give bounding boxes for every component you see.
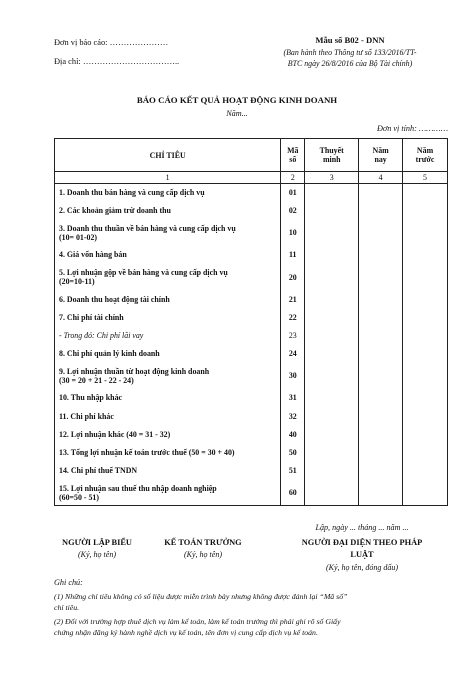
- current-year-cell[interactable]: [359, 246, 403, 264]
- explanation-cell[interactable]: [305, 443, 359, 461]
- previous-year-cell[interactable]: [403, 184, 448, 202]
- indicator-cell: [55, 443, 281, 461]
- indicator-label: 5. Lợi nhuận gộp về bán hàng và cung cấp dịch vụ: [59, 268, 228, 278]
- explanation-cell[interactable]: [305, 345, 359, 363]
- indicator-cell: [55, 290, 281, 308]
- indicator-cell: [55, 462, 281, 480]
- indicator-label: 4. Giá vốn hàng bán: [59, 250, 127, 260]
- explanation-cell[interactable]: [305, 326, 359, 344]
- column-number: 5: [403, 172, 448, 184]
- column-number: 4: [359, 172, 403, 184]
- explanation-cell[interactable]: [305, 202, 359, 220]
- indicator-formula: (10= 01-02): [59, 232, 98, 242]
- code-cell: 31: [281, 389, 305, 407]
- explanation-cell[interactable]: [305, 220, 359, 246]
- legal-representative-sign-note: (Ký, họ tên, đóng dấu): [326, 563, 398, 572]
- code-cell: 30: [281, 363, 305, 389]
- chief-accountant-title: KẾ TOÁN TRƯỞNG: [164, 538, 242, 547]
- explanation-cell[interactable]: [305, 389, 359, 407]
- form-note-line1: (Ban hành theo Thông tư số 133/2016/TT-: [283, 48, 417, 57]
- current-year-cell[interactable]: [359, 326, 403, 344]
- explanation-cell[interactable]: [305, 480, 359, 506]
- indicator-label: 12. Lợi nhuận khác (40 = 31 - 32): [59, 429, 171, 439]
- indicator-cell: [55, 220, 281, 246]
- legal-representative-title-line1: NGƯỜI ĐẠI DIỆN THEO PHÁP: [301, 538, 423, 547]
- indicator-label: 11. Chi phí khác: [59, 411, 114, 421]
- previous-year-header: Năm trước: [403, 139, 448, 172]
- indicator-label: 15. Lợi nhuận sau thuế thu nhập doanh nghiệp: [59, 483, 217, 493]
- current-year-cell[interactable]: [359, 462, 403, 480]
- previous-year-cell[interactable]: [403, 202, 448, 220]
- currency-unit: Đơn vị tính: …………: [376, 124, 448, 133]
- indicator-formula: (20=10-11): [59, 277, 95, 287]
- indicator-formula: (30 = 20 + 21 - 22 - 24): [59, 375, 134, 385]
- column-number: 2: [281, 172, 305, 184]
- current-year-cell[interactable]: [359, 202, 403, 220]
- column-number: 1: [55, 172, 281, 184]
- table-row: [55, 308, 448, 326]
- indicator-cell: [55, 389, 281, 407]
- current-year-cell[interactable]: [359, 480, 403, 506]
- code-cell: 60: [281, 480, 305, 506]
- code-cell: 50: [281, 443, 305, 461]
- indicator-label: 9. Lợi nhuận thuần từ hoạt động kinh doanh: [59, 366, 210, 376]
- code-cell: 10: [281, 220, 305, 246]
- indicator-cell: [55, 202, 281, 220]
- indicator-label: 2. Các khoản giảm trừ doanh thu: [59, 206, 171, 216]
- indicator-cell: [55, 326, 281, 344]
- indicator-label: - Trong đó: Chi phí lãi vay: [59, 331, 144, 341]
- table-row: [55, 290, 448, 308]
- code-cell: 20: [281, 264, 305, 290]
- table-row: [55, 202, 448, 220]
- previous-year-cell[interactable]: [403, 290, 448, 308]
- form-code: Mẫu số B02 - DNN: [315, 35, 385, 45]
- explanation-cell[interactable]: [305, 290, 359, 308]
- previous-year-cell[interactable]: [403, 326, 448, 344]
- preparer-title: NGƯỜI LẬP BIỂU: [62, 538, 132, 547]
- code-cell: 02: [281, 202, 305, 220]
- indicator-label: 14. Chi phí thuế TNDN: [59, 466, 138, 476]
- code-cell: 32: [281, 407, 305, 425]
- code-cell: 51: [281, 462, 305, 480]
- explanation-cell[interactable]: [305, 308, 359, 326]
- notes-heading: Ghi chú:: [54, 578, 83, 587]
- table-row: [55, 363, 448, 389]
- indicator-cell: [55, 246, 281, 264]
- column-number-row: [55, 172, 448, 184]
- table-row: [55, 246, 448, 264]
- current-year-cell[interactable]: [359, 220, 403, 246]
- preparer-sign-note: (Ký, họ tên): [78, 550, 116, 559]
- indicator-label: 7. Chi phí tài chính: [59, 312, 124, 322]
- indicator-cell: [55, 264, 281, 290]
- indicator-cell: [55, 363, 281, 389]
- previous-year-cell[interactable]: [403, 407, 448, 425]
- table-row: [55, 220, 448, 246]
- indicator-cell: [55, 480, 281, 506]
- table-row: [55, 443, 448, 461]
- code-cell: 22: [281, 308, 305, 326]
- previous-year-cell[interactable]: [403, 264, 448, 290]
- indicator-cell: [55, 407, 281, 425]
- explanation-cell[interactable]: [305, 462, 359, 480]
- previous-year-cell[interactable]: [403, 425, 448, 443]
- indicator-label: 3. Doanh thu thuần về bán hàng và cung cấp dịch vụ: [59, 223, 236, 233]
- indicator-label: 10. Thu nhập khác: [59, 393, 123, 403]
- previous-year-cell[interactable]: [403, 443, 448, 461]
- explanation-cell[interactable]: [305, 246, 359, 264]
- current-year-cell[interactable]: [359, 345, 403, 363]
- table-row: [55, 184, 448, 202]
- note2-line2: chứng nhận đăng ký hành nghề dịch vụ kế toán, tên đơn vị cung cấp dịch vụ kế toán.: [54, 628, 318, 637]
- current-year-cell[interactable]: [359, 443, 403, 461]
- current-year-cell[interactable]: [359, 308, 403, 326]
- explanation-header: Thuyết minh: [305, 139, 359, 172]
- current-year-cell[interactable]: [359, 425, 403, 443]
- current-year-cell[interactable]: [359, 389, 403, 407]
- reporting-unit-label: Đơn vị báo cáo: …………………: [54, 38, 169, 47]
- indicator-formula: (60=50 - 51): [59, 492, 99, 502]
- code-cell: 01: [281, 184, 305, 202]
- note2-line1: (2) Đối với trường hợp thuê dịch vụ làm kế toán, làm kế toán trưởng thì phải ghi rõ số Giấy: [54, 617, 341, 626]
- explanation-cell[interactable]: [305, 264, 359, 290]
- table-row: [55, 462, 448, 480]
- report-year: Năm...: [226, 109, 248, 118]
- previous-year-cell[interactable]: [403, 308, 448, 326]
- previous-year-cell[interactable]: [403, 246, 448, 264]
- indicator-label: 13. Tổng lợi nhuận kế toán trước thuế (50 = 30 + 40): [59, 447, 235, 457]
- income-statement-table: [54, 138, 448, 506]
- indicator-label: 6. Doanh thu hoạt động tài chính: [59, 294, 170, 304]
- code-cell: 40: [281, 425, 305, 443]
- code-header: Mã số: [281, 139, 305, 172]
- indicator-header: CHỈ TIÊU: [55, 139, 281, 172]
- report-title: BÁO CÁO KẾT QUẢ HOẠT ĐỘNG KINH DOANH: [136, 95, 338, 105]
- current-year-cell[interactable]: [359, 363, 403, 389]
- form-note-line2: BTC ngày 26/8/2016 của Bộ Tài chính): [287, 59, 413, 68]
- code-cell: 21: [281, 290, 305, 308]
- previous-year-cell[interactable]: [403, 462, 448, 480]
- signature-date-line: Lập, ngày ... tháng ... năm ...: [315, 523, 409, 532]
- indicator-label: 8. Chi phí quản lý kinh doanh: [59, 349, 160, 359]
- current-year-cell[interactable]: [359, 407, 403, 425]
- current-year-cell[interactable]: [359, 290, 403, 308]
- indicator-cell: [55, 345, 281, 363]
- previous-year-cell[interactable]: [403, 363, 448, 389]
- current-year-cell[interactable]: [359, 264, 403, 290]
- previous-year-cell[interactable]: [403, 345, 448, 363]
- code-cell: 23: [281, 326, 305, 344]
- previous-year-cell[interactable]: [403, 389, 448, 407]
- explanation-cell[interactable]: [305, 407, 359, 425]
- code-cell: 24: [281, 345, 305, 363]
- header-row: [55, 139, 448, 172]
- current-year-header: Năm nay: [359, 139, 403, 172]
- table-row: [55, 326, 448, 344]
- code-cell: 11: [281, 246, 305, 264]
- note1-line1: (1) Những chỉ tiêu không có số liệu được miễn trình bày nhưng không được đánh lại “Mã số”: [54, 592, 348, 601]
- current-year-cell[interactable]: [359, 184, 403, 202]
- legal-representative-title-line2: LUẬT: [350, 550, 374, 559]
- table-row: [55, 425, 448, 443]
- chief-accountant-sign-note: (Ký, họ tên): [184, 550, 222, 559]
- table-row: [55, 345, 448, 363]
- indicator-cell: [55, 308, 281, 326]
- table-row: [55, 480, 448, 506]
- table-row: [55, 264, 448, 290]
- explanation-cell[interactable]: [305, 184, 359, 202]
- previous-year-cell[interactable]: [403, 480, 448, 506]
- indicator-label: 1. Doanh thu bán hàng và cung cấp dịch vụ: [59, 188, 205, 198]
- indicator-cell: [55, 184, 281, 202]
- table-row: [55, 407, 448, 425]
- explanation-cell[interactable]: [305, 425, 359, 443]
- explanation-cell[interactable]: [305, 363, 359, 389]
- column-number: 3: [305, 172, 359, 184]
- table-row: [55, 389, 448, 407]
- previous-year-cell[interactable]: [403, 220, 448, 246]
- note1-line2: chỉ tiêu.: [54, 603, 80, 612]
- address-label: Địa chỉ: ……………………………..: [54, 57, 180, 66]
- indicator-cell: [55, 425, 281, 443]
